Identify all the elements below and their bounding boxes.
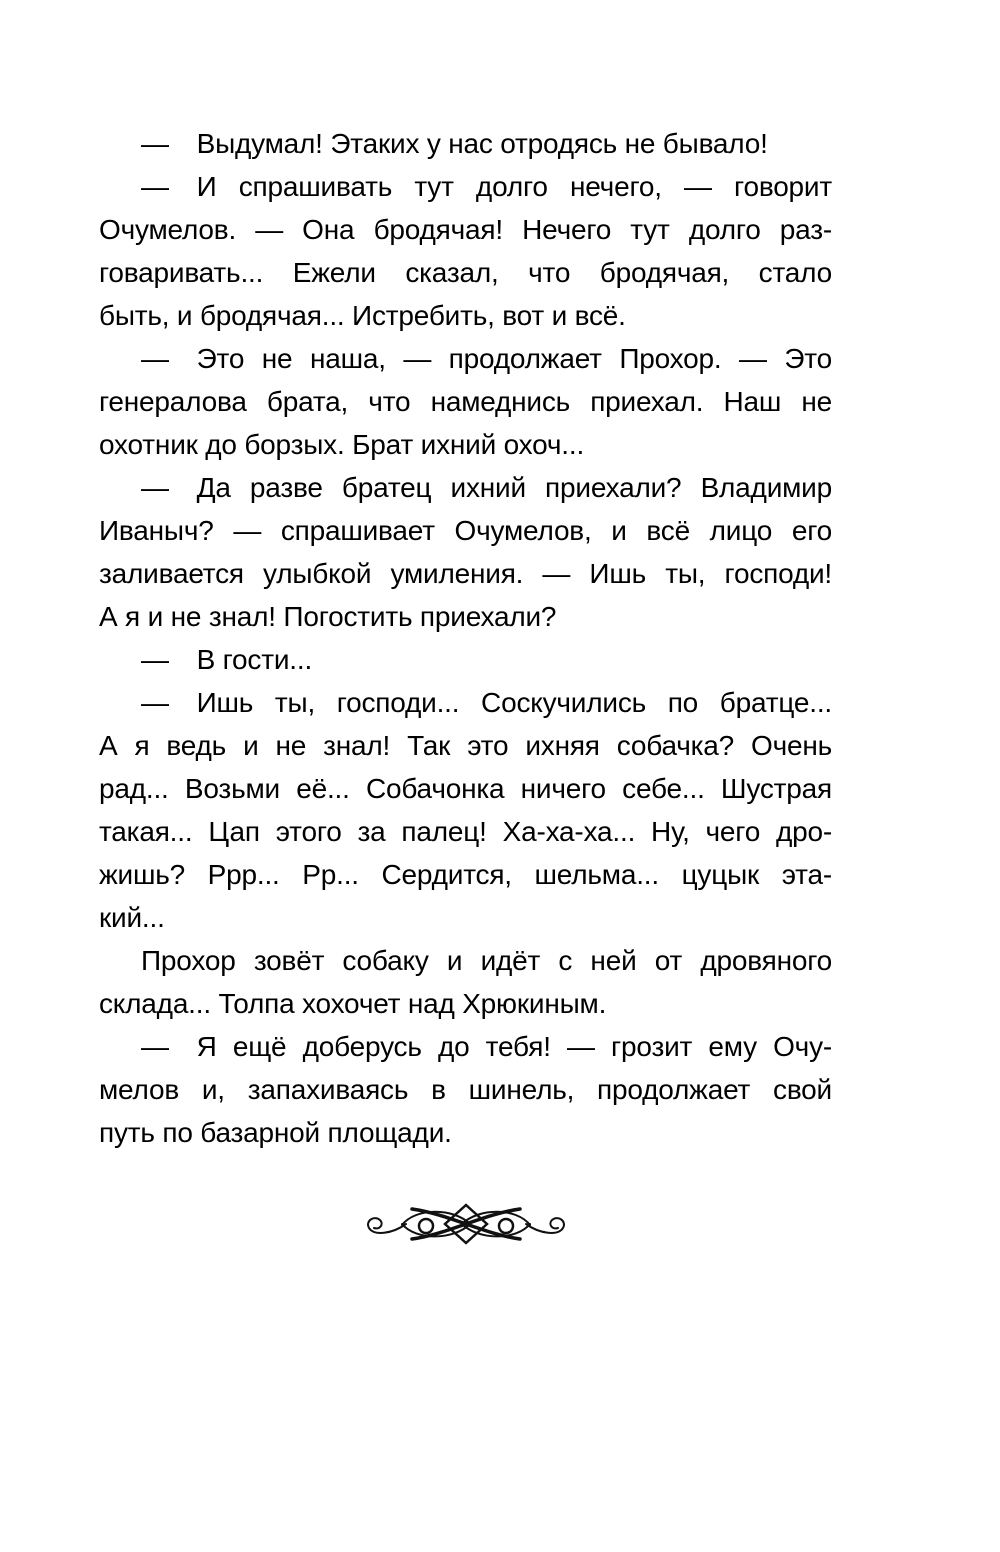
text-line: такая... Цап этого за палец! Ха-ха-ха... Ну, чего дро-: [99, 816, 832, 847]
text-line: — Ишь ты, господи... Соскучились по братце...: [141, 687, 832, 718]
section-divider: [99, 1198, 832, 1262]
text-line: путь по базарной площади.: [99, 1117, 452, 1148]
text-line: Прохор зовёт собаку и идёт с ней от дровяного: [141, 945, 832, 976]
text-line: склада... Толпа хохочет над Хрюкиным.: [99, 988, 607, 1019]
text-line: Очумелов. — Она бродячая! Нечего тут долго раз-: [99, 214, 832, 245]
text-line: А я ведь и не знал! Так это ихняя собачка? Очень: [99, 730, 832, 761]
text-line: жишь? Ррр... Рр... Сердится, шельма... цуцык эта-: [99, 859, 832, 890]
text-line: Иваныч? — спрашивает Очумелов, и всё лицо его: [99, 515, 832, 546]
text-line: заливается улыбкой умиления. — Ишь ты, господи!: [99, 558, 832, 589]
page-text: [99, 0, 832, 1262]
text-line: кий...: [99, 902, 165, 933]
text-line: — Да разве братец ихний приехали? Владимир: [141, 472, 832, 503]
text-line: — В гости...: [141, 644, 313, 675]
text-line: генералова брата, что намеднись приехал. Наш не: [99, 386, 832, 417]
text-line: говаривать... Ежели сказал, что бродячая, стало: [99, 257, 832, 288]
flourish-ornament-icon: [362, 1198, 570, 1250]
text-line: — Это не наша, — продолжает Прохор. — Это: [141, 343, 832, 374]
text-line: — Выдумал! Этаких у нас отродясь не бывало!: [141, 128, 768, 159]
text-line: рад... Возьми её... Собачонка ничего себе... Шустрая: [99, 773, 832, 804]
text-line: быть, и бродячая... Истребить, вот и всё.: [99, 300, 626, 331]
text-line: — Я ещё доберусь до тебя! — грозит ему Очу-: [141, 1031, 832, 1062]
text-line: А я и не знал! Погостить приехали?: [99, 601, 557, 632]
text-line: мелов и, запахиваясь в шинель, продолжает свой: [99, 1074, 832, 1105]
text-line: охотник до борзых. Брат ихний охоч...: [99, 429, 585, 460]
text-line: — И спрашивать тут долго нечего, — говорит: [141, 171, 832, 202]
